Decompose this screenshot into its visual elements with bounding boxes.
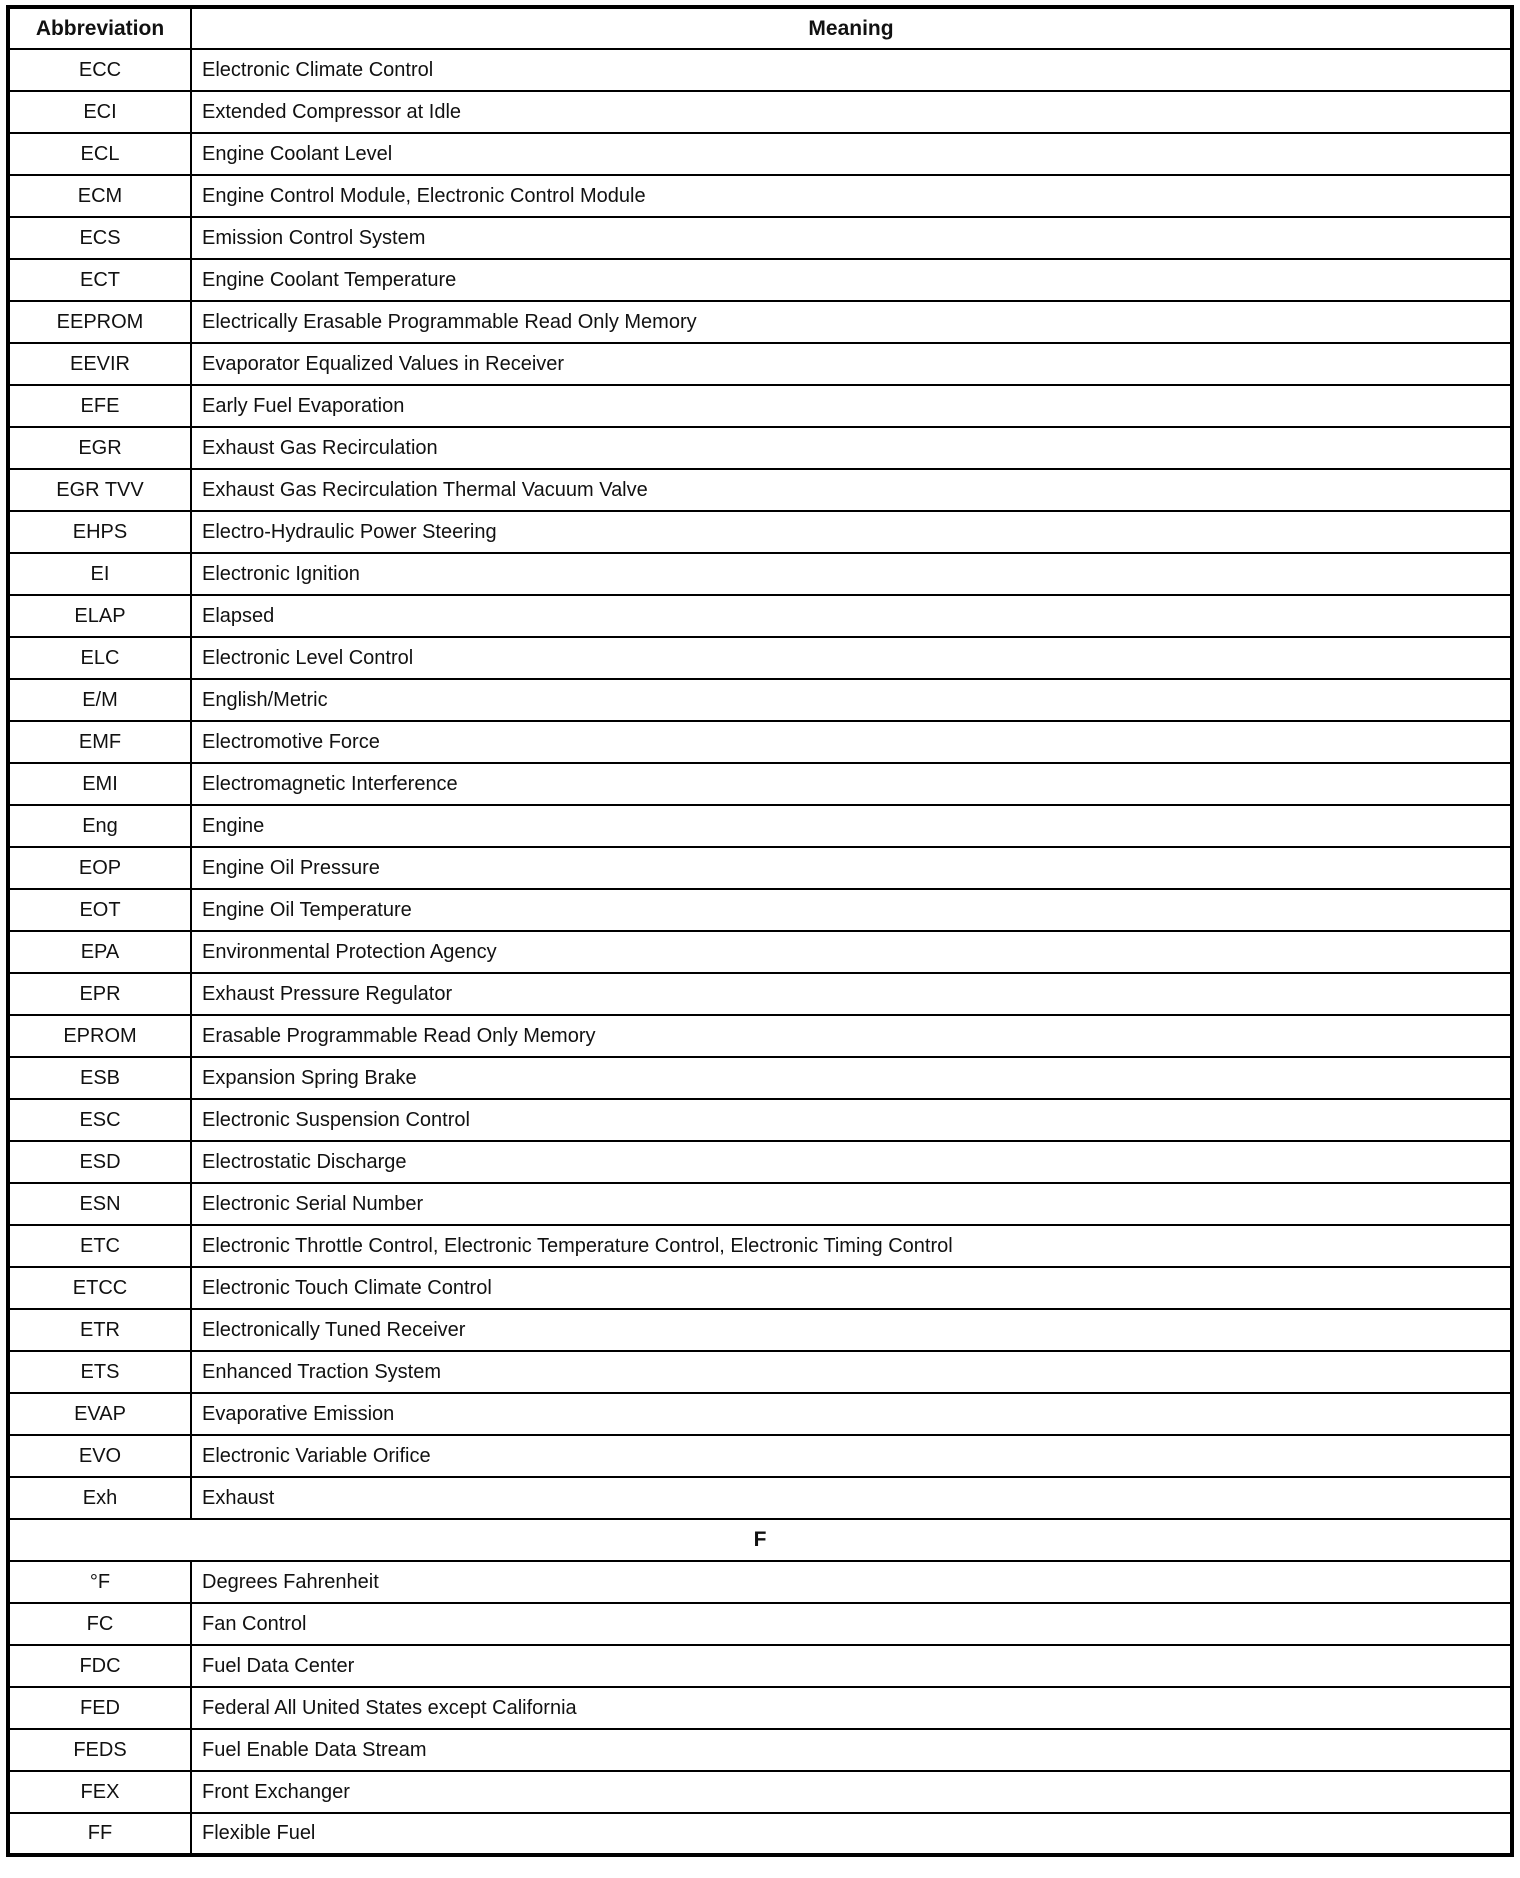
abbreviation-table xyxy=(6,5,1514,1857)
meaning-cell: Electrically Erasable Programmable Read Only Memory xyxy=(191,301,1512,343)
abbreviation-cell: EGR xyxy=(8,427,191,469)
table-row xyxy=(8,931,1512,973)
abbreviation-cell: °F xyxy=(8,1561,191,1603)
table-row xyxy=(8,385,1512,427)
meaning-cell: Extended Compressor at Idle xyxy=(191,91,1512,133)
abbreviation-cell: EEVIR xyxy=(8,343,191,385)
table-row xyxy=(8,1813,1512,1855)
header-abbreviation: Abbreviation xyxy=(8,7,191,49)
abbreviation-cell: ECM xyxy=(8,175,191,217)
table-row xyxy=(8,847,1512,889)
table-row xyxy=(8,301,1512,343)
meaning-cell: Enhanced Traction System xyxy=(191,1351,1512,1393)
table-row xyxy=(8,1771,1512,1813)
table-row xyxy=(8,763,1512,805)
abbreviation-cell: EEPROM xyxy=(8,301,191,343)
meaning-cell: Flexible Fuel xyxy=(191,1813,1512,1855)
meaning-cell: Electronic Suspension Control xyxy=(191,1099,1512,1141)
table-row xyxy=(8,511,1512,553)
meaning-cell: Electronic Touch Climate Control xyxy=(191,1267,1512,1309)
abbreviation-cell: ESN xyxy=(8,1183,191,1225)
abbreviation-cell: EMF xyxy=(8,721,191,763)
abbreviation-cell: EOP xyxy=(8,847,191,889)
meaning-cell: Federal All United States except California xyxy=(191,1687,1512,1729)
meaning-cell: English/Metric xyxy=(191,679,1512,721)
table-row xyxy=(8,1561,1512,1603)
section-label: F xyxy=(8,1519,1512,1561)
table-row xyxy=(8,1393,1512,1435)
abbreviation-cell: EFE xyxy=(8,385,191,427)
meaning-cell: Electro-Hydraulic Power Steering xyxy=(191,511,1512,553)
table-row xyxy=(8,49,1512,91)
table-row xyxy=(8,1729,1512,1771)
abbreviation-cell: FDC xyxy=(8,1645,191,1687)
meaning-cell: Elapsed xyxy=(191,595,1512,637)
table-row xyxy=(8,427,1512,469)
section-row xyxy=(8,1519,1512,1561)
meaning-cell: Evaporator Equalized Values in Receiver xyxy=(191,343,1512,385)
abbreviation-cell: Exh xyxy=(8,1477,191,1519)
meaning-cell: Exhaust Gas Recirculation xyxy=(191,427,1512,469)
abbreviation-cell: E/M xyxy=(8,679,191,721)
meaning-cell: Electronic Climate Control xyxy=(191,49,1512,91)
table-row xyxy=(8,1267,1512,1309)
table-row xyxy=(8,889,1512,931)
abbreviation-cell: ELC xyxy=(8,637,191,679)
header-meaning: Meaning xyxy=(191,7,1512,49)
meaning-cell: Erasable Programmable Read Only Memory xyxy=(191,1015,1512,1057)
meaning-cell: Electronic Ignition xyxy=(191,553,1512,595)
meaning-cell: Engine Oil Temperature xyxy=(191,889,1512,931)
table-row xyxy=(8,259,1512,301)
abbreviation-cell: EHPS xyxy=(8,511,191,553)
table-row xyxy=(8,1183,1512,1225)
table-row xyxy=(8,469,1512,511)
meaning-cell: Electrostatic Discharge xyxy=(191,1141,1512,1183)
abbreviation-cell: ECL xyxy=(8,133,191,175)
table-row xyxy=(8,1225,1512,1267)
meaning-cell: Fuel Enable Data Stream xyxy=(191,1729,1512,1771)
table-row xyxy=(8,1687,1512,1729)
meaning-cell: Fan Control xyxy=(191,1603,1512,1645)
meaning-cell: Exhaust Pressure Regulator xyxy=(191,973,1512,1015)
abbreviation-cell: ECI xyxy=(8,91,191,133)
table-row xyxy=(8,1603,1512,1645)
abbreviation-cell: Eng xyxy=(8,805,191,847)
table-row xyxy=(8,1477,1512,1519)
abbreviation-cell: FC xyxy=(8,1603,191,1645)
table-body xyxy=(8,49,1512,1855)
table-row xyxy=(8,595,1512,637)
table-row xyxy=(8,679,1512,721)
abbreviation-cell: ETS xyxy=(8,1351,191,1393)
abbreviation-cell: ECC xyxy=(8,49,191,91)
table-row xyxy=(8,637,1512,679)
meaning-cell: Electronic Serial Number xyxy=(191,1183,1512,1225)
abbreviation-cell: FED xyxy=(8,1687,191,1729)
meaning-cell: Degrees Fahrenheit xyxy=(191,1561,1512,1603)
table-row xyxy=(8,1351,1512,1393)
abbreviation-cell: ETC xyxy=(8,1225,191,1267)
abbreviation-cell: ESC xyxy=(8,1099,191,1141)
meaning-cell: Emission Control System xyxy=(191,217,1512,259)
abbreviation-cell: EVAP xyxy=(8,1393,191,1435)
abbreviation-cell: ESB xyxy=(8,1057,191,1099)
meaning-cell: Engine Coolant Temperature xyxy=(191,259,1512,301)
table-row xyxy=(8,343,1512,385)
table-row xyxy=(8,1015,1512,1057)
table-header xyxy=(8,7,1512,49)
table-row xyxy=(8,805,1512,847)
table-row xyxy=(8,91,1512,133)
abbreviation-cell: EPR xyxy=(8,973,191,1015)
meaning-cell: Electronic Variable Orifice xyxy=(191,1435,1512,1477)
meaning-cell: Exhaust Gas Recirculation Thermal Vacuum Valve xyxy=(191,469,1512,511)
meaning-cell: Electronic Level Control xyxy=(191,637,1512,679)
table-row xyxy=(8,721,1512,763)
table-row xyxy=(8,1057,1512,1099)
meaning-cell: Electronic Throttle Control, Electronic Temperature Control, Electronic Timing Control xyxy=(191,1225,1512,1267)
table-row xyxy=(8,1435,1512,1477)
abbreviation-cell: EVO xyxy=(8,1435,191,1477)
meaning-cell: Expansion Spring Brake xyxy=(191,1057,1512,1099)
meaning-cell: Engine Coolant Level xyxy=(191,133,1512,175)
table-row xyxy=(8,1645,1512,1687)
meaning-cell: Electromagnetic Interference xyxy=(191,763,1512,805)
table-row xyxy=(8,553,1512,595)
abbreviation-cell: FEX xyxy=(8,1771,191,1813)
meaning-cell: Electronically Tuned Receiver xyxy=(191,1309,1512,1351)
meaning-cell: Engine Control Module, Electronic Control Module xyxy=(191,175,1512,217)
abbreviation-cell: EPA xyxy=(8,931,191,973)
meaning-cell: Early Fuel Evaporation xyxy=(191,385,1512,427)
abbreviation-cell: ETR xyxy=(8,1309,191,1351)
table-row xyxy=(8,1309,1512,1351)
table-row xyxy=(8,133,1512,175)
meaning-cell: Environmental Protection Agency xyxy=(191,931,1512,973)
meaning-cell: Engine xyxy=(191,805,1512,847)
abbreviation-cell: FF xyxy=(8,1813,191,1855)
meaning-cell: Engine Oil Pressure xyxy=(191,847,1512,889)
abbreviation-cell: ESD xyxy=(8,1141,191,1183)
table-row xyxy=(8,973,1512,1015)
table-row xyxy=(8,1099,1512,1141)
abbreviation-cell: ECS xyxy=(8,217,191,259)
meaning-cell: Fuel Data Center xyxy=(191,1645,1512,1687)
meaning-cell: Exhaust xyxy=(191,1477,1512,1519)
abbreviation-cell: FEDS xyxy=(8,1729,191,1771)
table-row xyxy=(8,175,1512,217)
table-row xyxy=(8,1141,1512,1183)
abbreviation-cell: ETCC xyxy=(8,1267,191,1309)
abbreviation-cell: EGR TVV xyxy=(8,469,191,511)
abbreviation-cell: ECT xyxy=(8,259,191,301)
table-row xyxy=(8,217,1512,259)
abbreviation-cell: EMI xyxy=(8,763,191,805)
meaning-cell: Electromotive Force xyxy=(191,721,1512,763)
header-row xyxy=(8,7,1512,49)
meaning-cell: Front Exchanger xyxy=(191,1771,1512,1813)
abbreviation-cell: ELAP xyxy=(8,595,191,637)
abbreviation-cell: EI xyxy=(8,553,191,595)
abbreviation-cell: EOT xyxy=(8,889,191,931)
abbreviation-cell: EPROM xyxy=(8,1015,191,1057)
meaning-cell: Evaporative Emission xyxy=(191,1393,1512,1435)
